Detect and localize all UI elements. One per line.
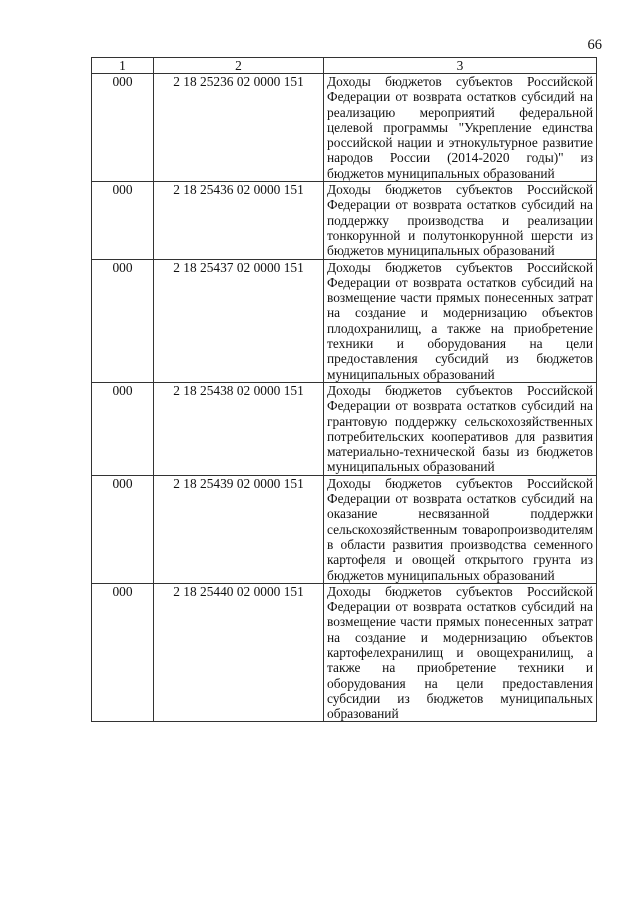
- admin-code-cell: 000: [92, 382, 154, 475]
- budget-classification-code-cell: 2 18 25437 02 0000 151: [154, 259, 324, 382]
- revenue-description-cell: Доходы бюджетов субъектов Российской Федерации от возврата остатков субсидий на возмещение части прямых понесенных затрат на создание и модернизацию объектов картофелехранилищ и овощехранилищ, а также на приобретение техники и оборудования на цели предоставления субсидии из бюджетов муниципальных образований: [324, 583, 597, 722]
- page-number: 66: [587, 37, 602, 53]
- budget-classification-code-cell: 2 18 25440 02 0000 151: [154, 583, 324, 722]
- budget-classification-code-cell: 2 18 25436 02 0000 151: [154, 182, 324, 259]
- table-row: [92, 583, 597, 722]
- revenue-codes-table: [91, 57, 597, 722]
- admin-code-cell: 000: [92, 182, 154, 259]
- admin-code-cell: 000: [92, 74, 154, 182]
- revenue-description-cell: Доходы бюджетов субъектов Российской Федерации от возврата остатков субсидий на грантовую поддержку сельскохозяйственных потребительских кооперативов для развития материально-технической базы из бюджетов муниципальных образований: [324, 382, 597, 475]
- table-row: [92, 382, 597, 475]
- table-header-row: [92, 58, 597, 74]
- budget-classification-code-cell: 2 18 25439 02 0000 151: [154, 475, 324, 583]
- revenue-description-cell: Доходы бюджетов субъектов Российской Федерации от возврата остатков субсидий на возмещение части прямых понесенных затрат на создание и модернизацию объектов плодохранилищ, а также на приобретение техники и оборудования на цели предоставления субсидий из бюджетов муниципальных образований: [324, 259, 597, 382]
- admin-code-cell: 000: [92, 259, 154, 382]
- budget-classification-code-cell: 2 18 25236 02 0000 151: [154, 74, 324, 182]
- revenue-description-cell: Доходы бюджетов субъектов Российской Федерации от возврата остатков субсидий на реализацию мероприятий федеральной целевой программы "Укрепление единства российской нации и этнокультурное развитие народов России (2014-2020 годы)" из бюджетов муниципальных образований: [324, 74, 597, 182]
- table-row: [92, 259, 597, 382]
- table-row: [92, 475, 597, 583]
- admin-code-cell: 000: [92, 583, 154, 722]
- admin-code-cell: 000: [92, 475, 154, 583]
- revenue-description-cell: Доходы бюджетов субъектов Российской Федерации от возврата остатков субсидий на оказание несвязанной поддержки сельскохозяйственным товаропроизводителям в области развития производства семенного картофеля и овощей открытого грунта из бюджетов муниципальных образований: [324, 475, 597, 583]
- table-row: [92, 182, 597, 259]
- table-row: [92, 74, 597, 182]
- revenue-description-cell: Доходы бюджетов субъектов Российской Федерации от возврата остатков субсидий на поддержку производства и реализации тонкорунной и полутонкорунной шерсти из бюджетов муниципальных образований: [324, 182, 597, 259]
- column-header-1: 1: [92, 58, 154, 74]
- budget-classification-code-cell: 2 18 25438 02 0000 151: [154, 382, 324, 475]
- column-header-2: 2: [154, 58, 324, 74]
- column-header-3: 3: [324, 58, 597, 74]
